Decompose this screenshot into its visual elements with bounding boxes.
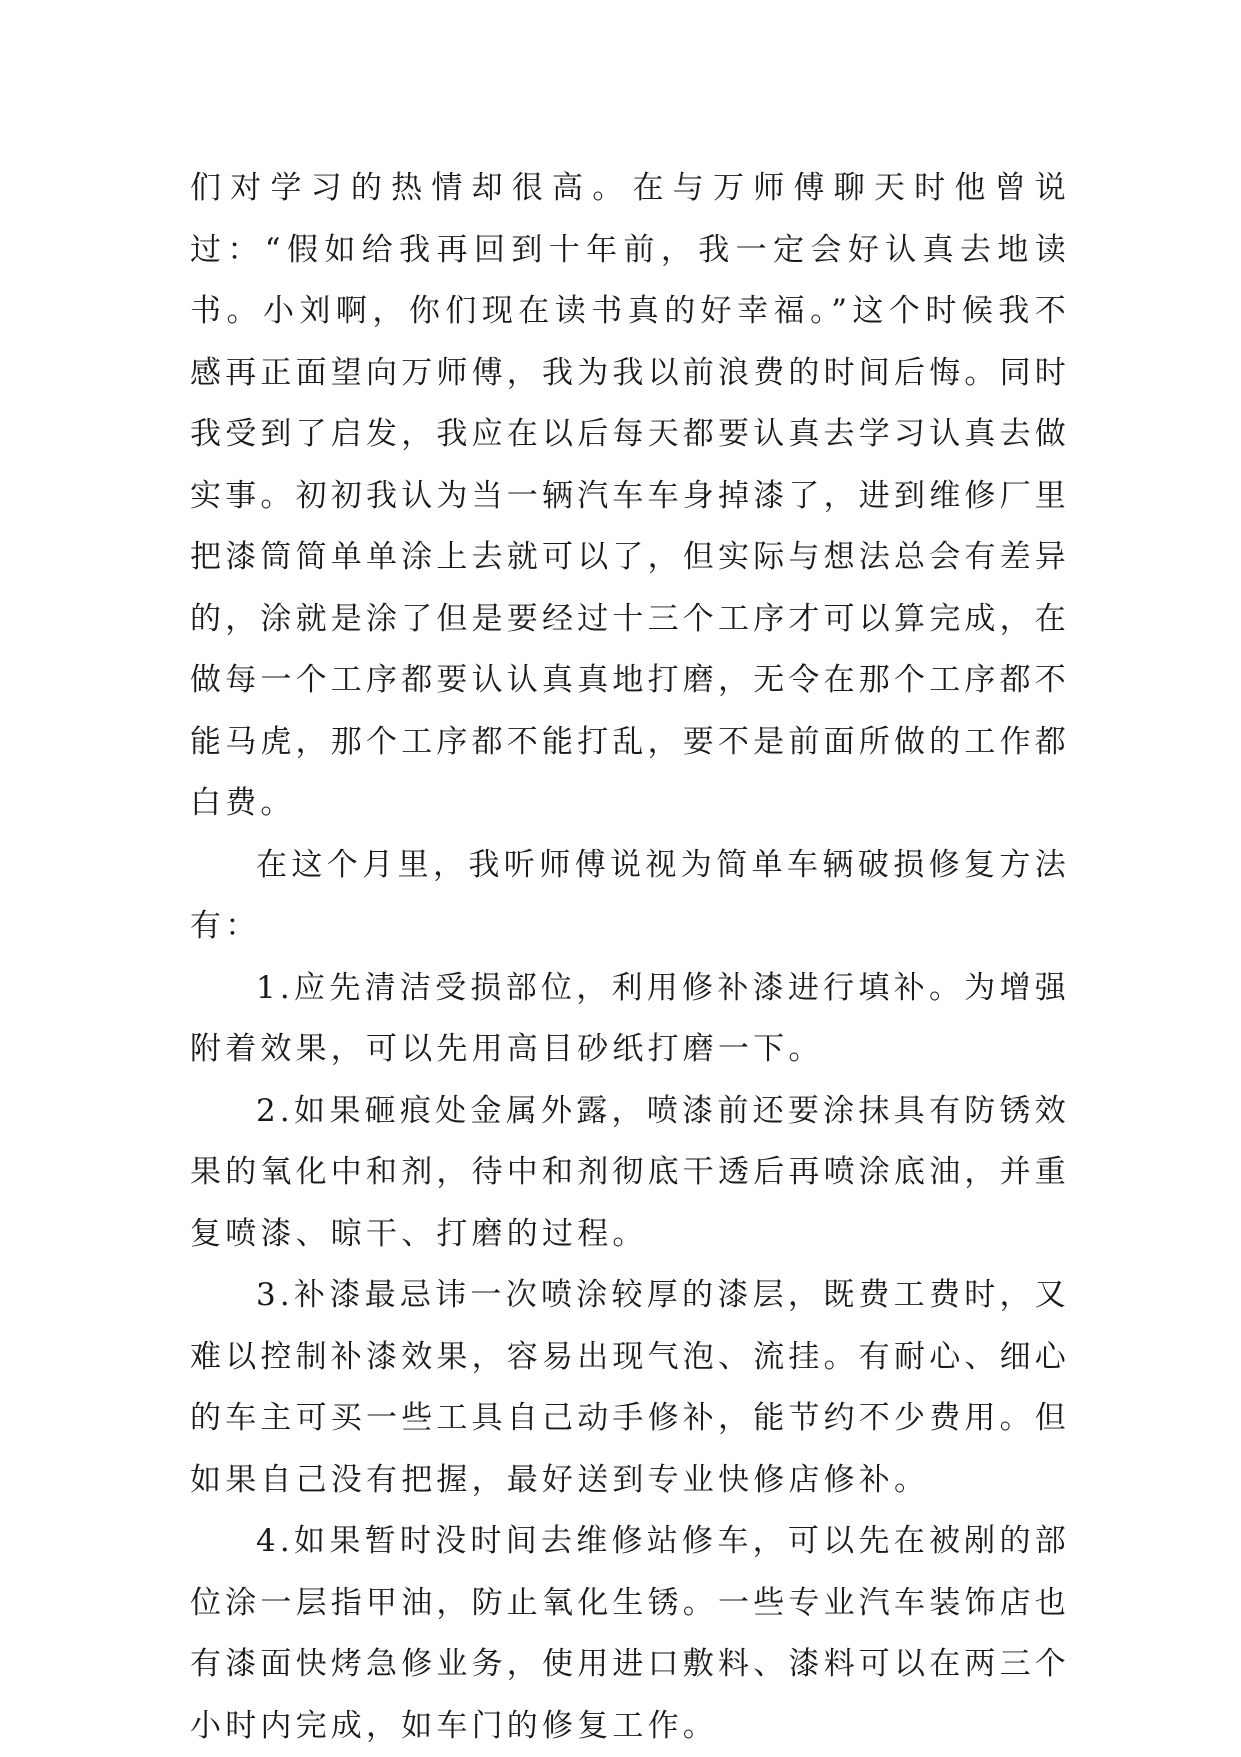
list-item-1: 1.应先清洁受损部位，利用修补漆进行填补。为增强附着效果，可以先用高目砂纸打磨一下。: [190, 969, 1070, 1067]
paragraph-1: 们对学习的热情却很高。在与万师傅聊天时他曾说过：“假如给我再回到十年前，我一定会好认真去地读书。小刘啊，你们现在读书真的好幸福。”这个时候我不感再正面望向万师傅，我为我以前浪费的时间后悔。同时我受到了启发，我应在以后每天都要认真去学习认真去做实事。初初我认为当一辆汽车车身掉漆了，进到维修厂里把漆筒简单单涂上去就可以了，但实际与想法总会有差异的，涂就是涂了但是要经过十三个工序才可以算完成，在做每一个工序都要认认真真地打磨，无令在那个工序都不能马虎，那个工序都不能打乱，要不是前面所做的工作都白费。: [190, 170, 1070, 821]
paragraph-2: 在这个月里，我听师傅说视为简单车辆破损修复方法有：: [190, 846, 1070, 944]
list-item-4: 4.如果暂时没时间去维修站修车，可以先在被剐的部位涂一层指甲油，防止氧化生锈。一些专业汽车装饰店也有漆面快烤急修业务，使用进口敷料、漆料可以在两三个小时内完成，如车门的修复工作。: [190, 1523, 1070, 1744]
body-text: [190, 158, 1070, 1757]
list-item-3: 3.补漆最忌讳一次喷涂较厚的漆层，既费工费时，又难以控制补漆效果，容易出现气泡、流挂。有耐心、细心的车主可买一些工具自己动手修补，能节约不少费用。但如果自己没有把握，最好送到专业快修店修补。: [190, 1277, 1070, 1498]
list-item-2: 2.如果砸痕处金属外露，喷漆前还要涂抹具有防锈效果的氧化中和剂，待中和剂彻底干透后再喷涂底油，并重复喷漆、晾干、打磨的过程。: [190, 1092, 1070, 1252]
